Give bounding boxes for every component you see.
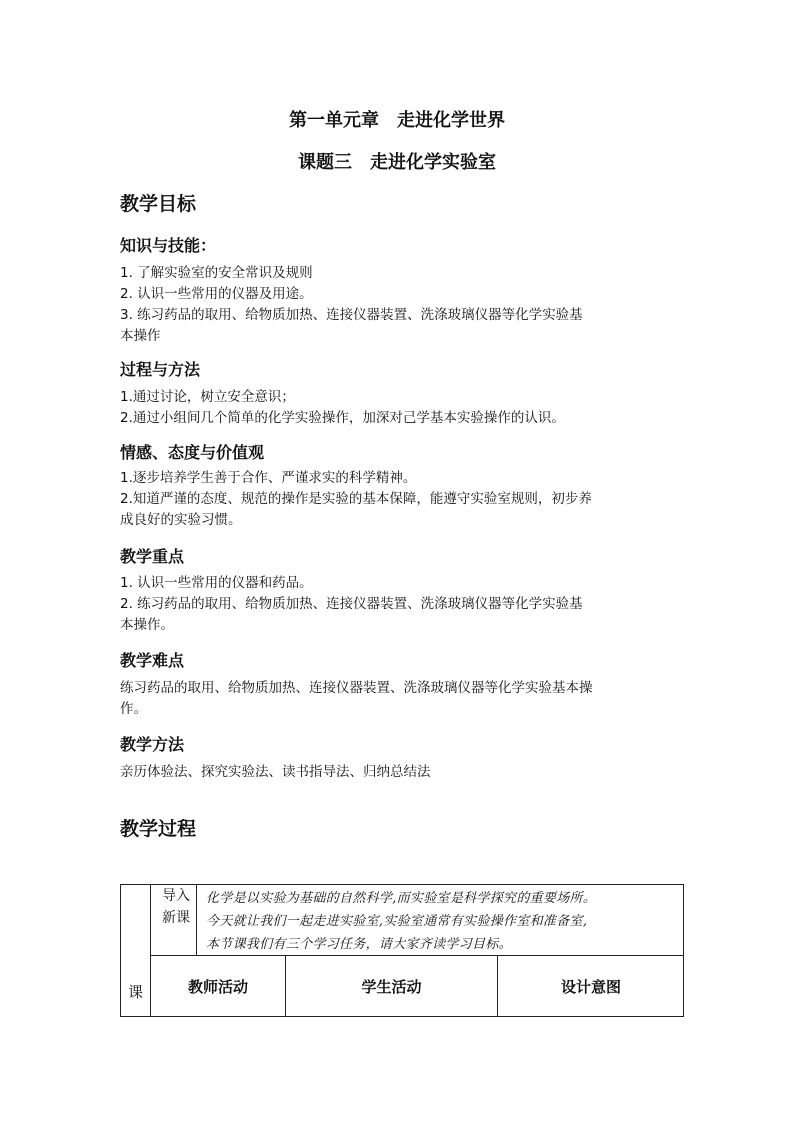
cell-divider xyxy=(196,885,197,955)
lesson-title: 课题三 走进化学实验室 xyxy=(298,152,496,173)
table-left-cell-text: 课 xyxy=(128,983,144,1001)
knowledge-line: 1. 了解实验室的安全常识及规则 xyxy=(120,265,313,281)
intro-line: 今天就让我们一起走进实验室,实验室通常有实验操作室和准备室, xyxy=(206,914,588,929)
intro-line: 本节课我们有三个学习任务，请大家齐读学习目标。 xyxy=(206,937,512,952)
key-point-line: 本操作。 xyxy=(120,617,174,633)
knowledge-text xyxy=(120,263,680,347)
attitude-line: 2.知道严谨的态度、规范的操作是实验的基本保障，能遵守实验室规则，初步养 xyxy=(120,491,592,507)
key-point-line: 1. 认识一些常用的仪器和药品。 xyxy=(120,575,313,591)
table-left-cell xyxy=(121,885,151,1016)
methods-text xyxy=(120,762,680,783)
objectives-heading: 教学目标 xyxy=(120,193,197,215)
difficulty-line: 作。 xyxy=(120,701,147,717)
teaching-process-heading: 教学过程 xyxy=(120,818,197,840)
intro-label-line: 导入 xyxy=(162,888,190,904)
attitude-line: 1.逐步培养学生善于合作、严谨求实的科学精神。 xyxy=(120,470,417,486)
intro-line: 化学是以实验为基础的自然科学,而实验室是科学探究的重要场所。 xyxy=(206,891,597,906)
column-header-teacher: 教师活动 xyxy=(187,977,248,996)
key-point-line: 2. 练习药品的取用、给物质加热、连接仪器装置、洗涤玻璃仪器等化学实验基 xyxy=(120,596,583,612)
process-line: 1.通过讨论，树立安全意识； xyxy=(120,389,295,405)
chapter-title: 第一单元章 走进化学世界 xyxy=(289,110,505,131)
attitude-line: 成良好的实验习惯。 xyxy=(120,512,242,528)
difficulty-line: 练习药品的取用、给物质加热、连接仪器装置、洗涤玻璃仪器等化学实验基本操 xyxy=(120,680,593,696)
intro-label-line: 新课 xyxy=(162,910,190,926)
difficulties-heading: 教学难点 xyxy=(120,651,185,670)
process-line: 2.通过小组间几个简单的化学实验操作，加深对己学基本实验操作的认识。 xyxy=(120,410,565,426)
process-method-heading: 过程与方法 xyxy=(120,360,201,379)
methods-heading: 教学方法 xyxy=(120,735,185,754)
column-header-student: 学生活动 xyxy=(361,977,422,996)
knowledge-line: 3. 练习药品的取用、给物质加热、连接仪器装置、洗涤玻璃仪器等化学实验基 xyxy=(120,307,583,323)
methods-line: 亲历体验法、探究实验法、读书指导法、归纳总结法 xyxy=(120,764,431,780)
intro-content-cell xyxy=(206,887,682,956)
knowledge-heading: 知识与技能： xyxy=(120,236,217,255)
attitude-text xyxy=(120,468,680,531)
column-header-design: 设计意图 xyxy=(560,977,621,996)
difficulties-text xyxy=(120,678,680,720)
knowledge-line: 本操作 xyxy=(120,328,161,344)
knowledge-line: 2. 认识一些常用的仪器及用途。 xyxy=(120,286,313,302)
key-points-text xyxy=(120,573,680,636)
attitude-heading: 情感、态度与价值观 xyxy=(120,443,265,462)
process-method-text xyxy=(120,387,680,429)
key-points-heading: 教学重点 xyxy=(120,547,185,566)
lesson-table xyxy=(120,884,684,1017)
